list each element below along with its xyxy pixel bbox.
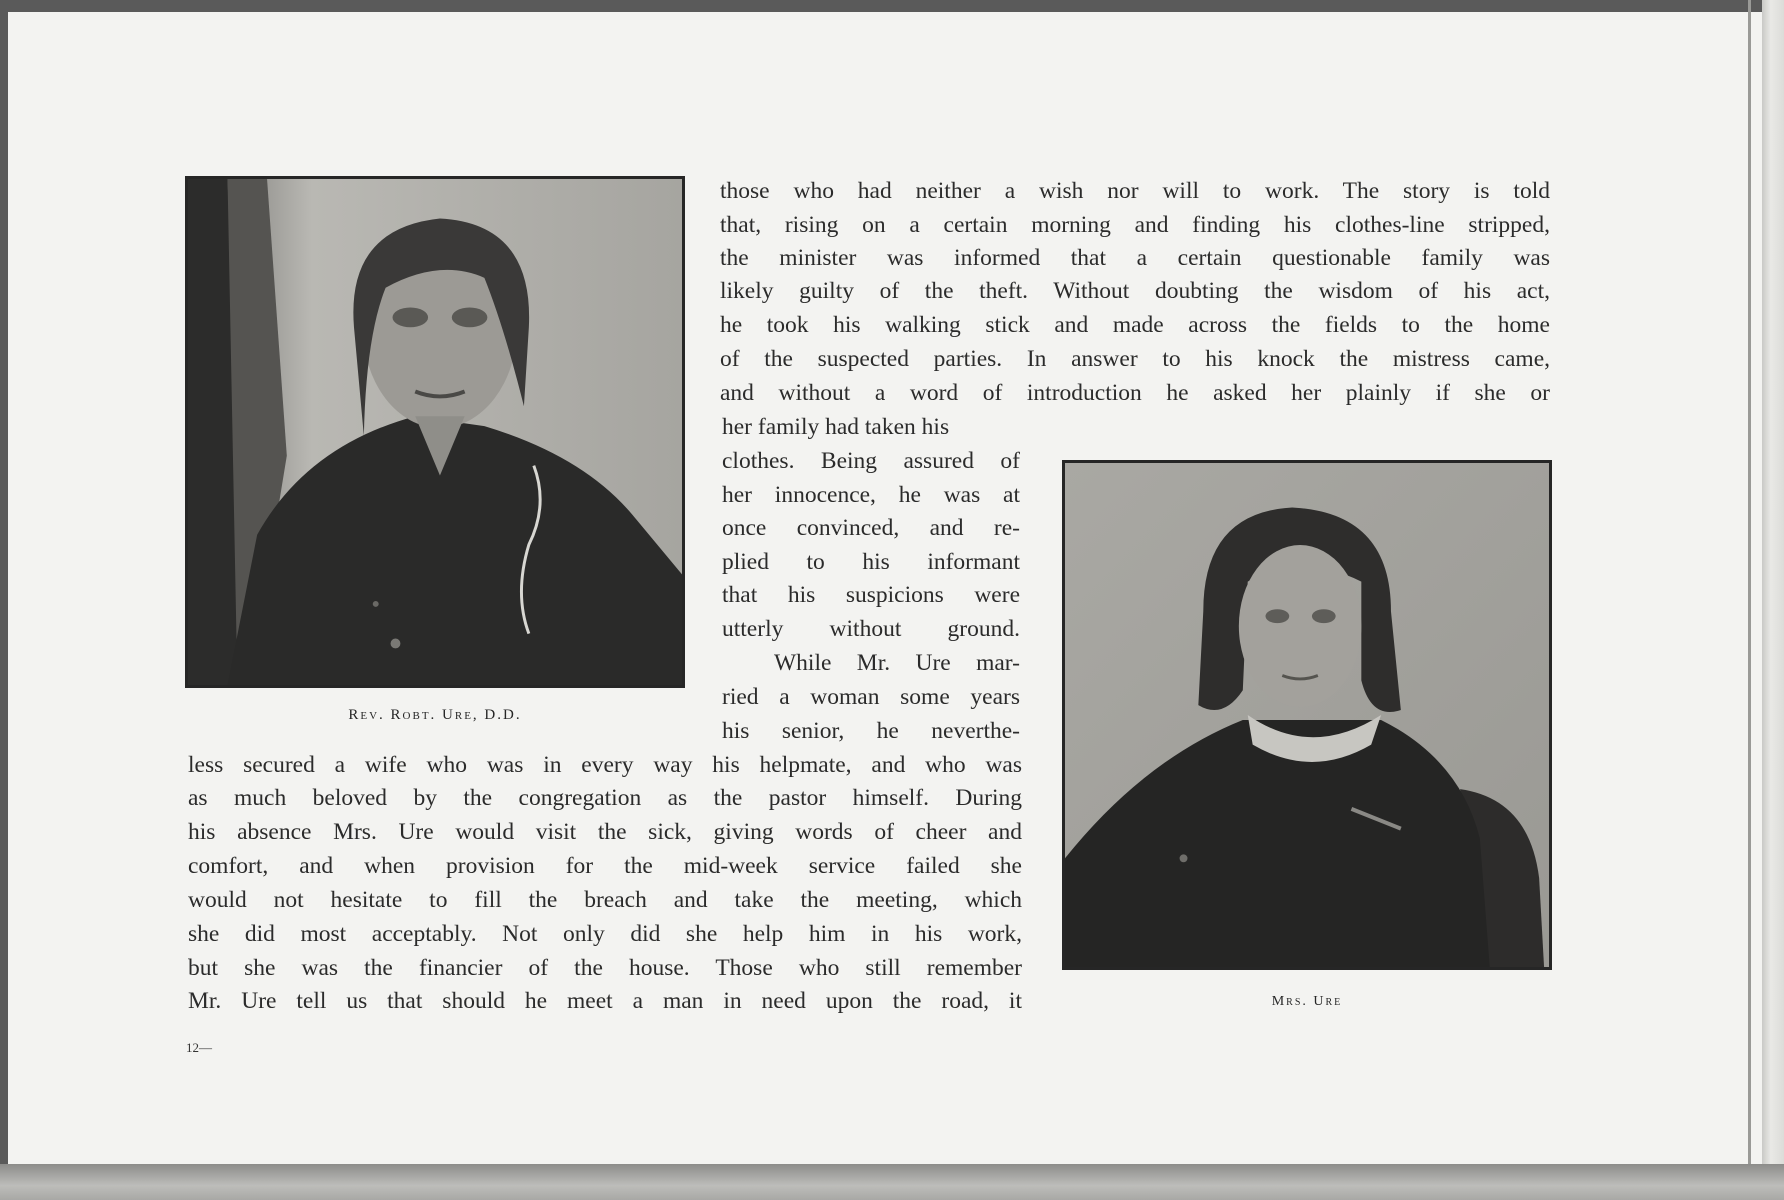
- page-fold: [1748, 0, 1751, 1164]
- text-line: as much beloved by the congregation as the pastor himself. During: [188, 785, 1022, 811]
- text-line: clothes. Being assured of: [722, 448, 1020, 474]
- text-line: less secured a wife who was in every way his helpmate, and who was: [188, 752, 1022, 778]
- portrait-rev-image: [188, 179, 682, 685]
- text-line: likely guilty of the theft. Without doubting the wisdom of his act,: [720, 278, 1550, 304]
- text-line: comfort, and when provision for the mid-week service failed she: [188, 853, 1022, 879]
- text-line: of the suspected parties. In answer to his knock the mistress came,: [720, 346, 1550, 372]
- portrait-rev-robt-ure: [185, 176, 685, 688]
- text-line: the minister was informed that a certain questionable family was: [720, 245, 1550, 271]
- portrait-mrs-image: [1065, 463, 1549, 967]
- caption-mrs: Mrs. Ure: [1271, 994, 1343, 1009]
- text-line: that, rising on a certain morning and finding his clothes-line stripped,: [720, 212, 1550, 238]
- text-line: she did most acceptably. Not only did she help him in his work,: [188, 921, 1022, 947]
- text-line: he took his walking stick and made across the fields to the home: [720, 312, 1550, 338]
- text-line: his senior, he neverthe-: [722, 718, 1020, 744]
- text-line: plied to his informant: [722, 549, 1020, 575]
- text-line: his absence Mrs. Ure would visit the sick, giving words of cheer and: [188, 819, 1022, 845]
- text-line: her family had taken his: [722, 414, 950, 440]
- page-number: 12—: [186, 1040, 212, 1055]
- text-line: those who had neither a wish nor will to work. The story is told: [720, 178, 1550, 204]
- text-line: would not hesitate to fill the breach and take the meeting, which: [188, 887, 1022, 913]
- page-edge-right: [1762, 0, 1784, 1200]
- text-line: utterly without ground.: [722, 616, 1020, 642]
- text-line: and without a word of introduction he asked her plainly if she or: [720, 380, 1550, 406]
- text-line: Mr. Ure tell us that should he meet a man in need upon the road, it: [188, 988, 1022, 1014]
- text-line: While Mr. Ure mar-: [774, 650, 1020, 676]
- text-line: once convinced, and re-: [722, 515, 1020, 541]
- text-line: that his suspicions were: [722, 582, 1020, 608]
- portrait-mrs-ure: [1062, 460, 1552, 970]
- text-line: her innocence, he was at: [722, 482, 1020, 508]
- text-line: but she was the financier of the house. Those who still remember: [188, 955, 1022, 981]
- caption-rev: Rev. Robt. Ure, D.D.: [348, 707, 522, 723]
- page-edge-bottom: [0, 1164, 1784, 1200]
- text-line: ried a woman some years: [722, 684, 1020, 710]
